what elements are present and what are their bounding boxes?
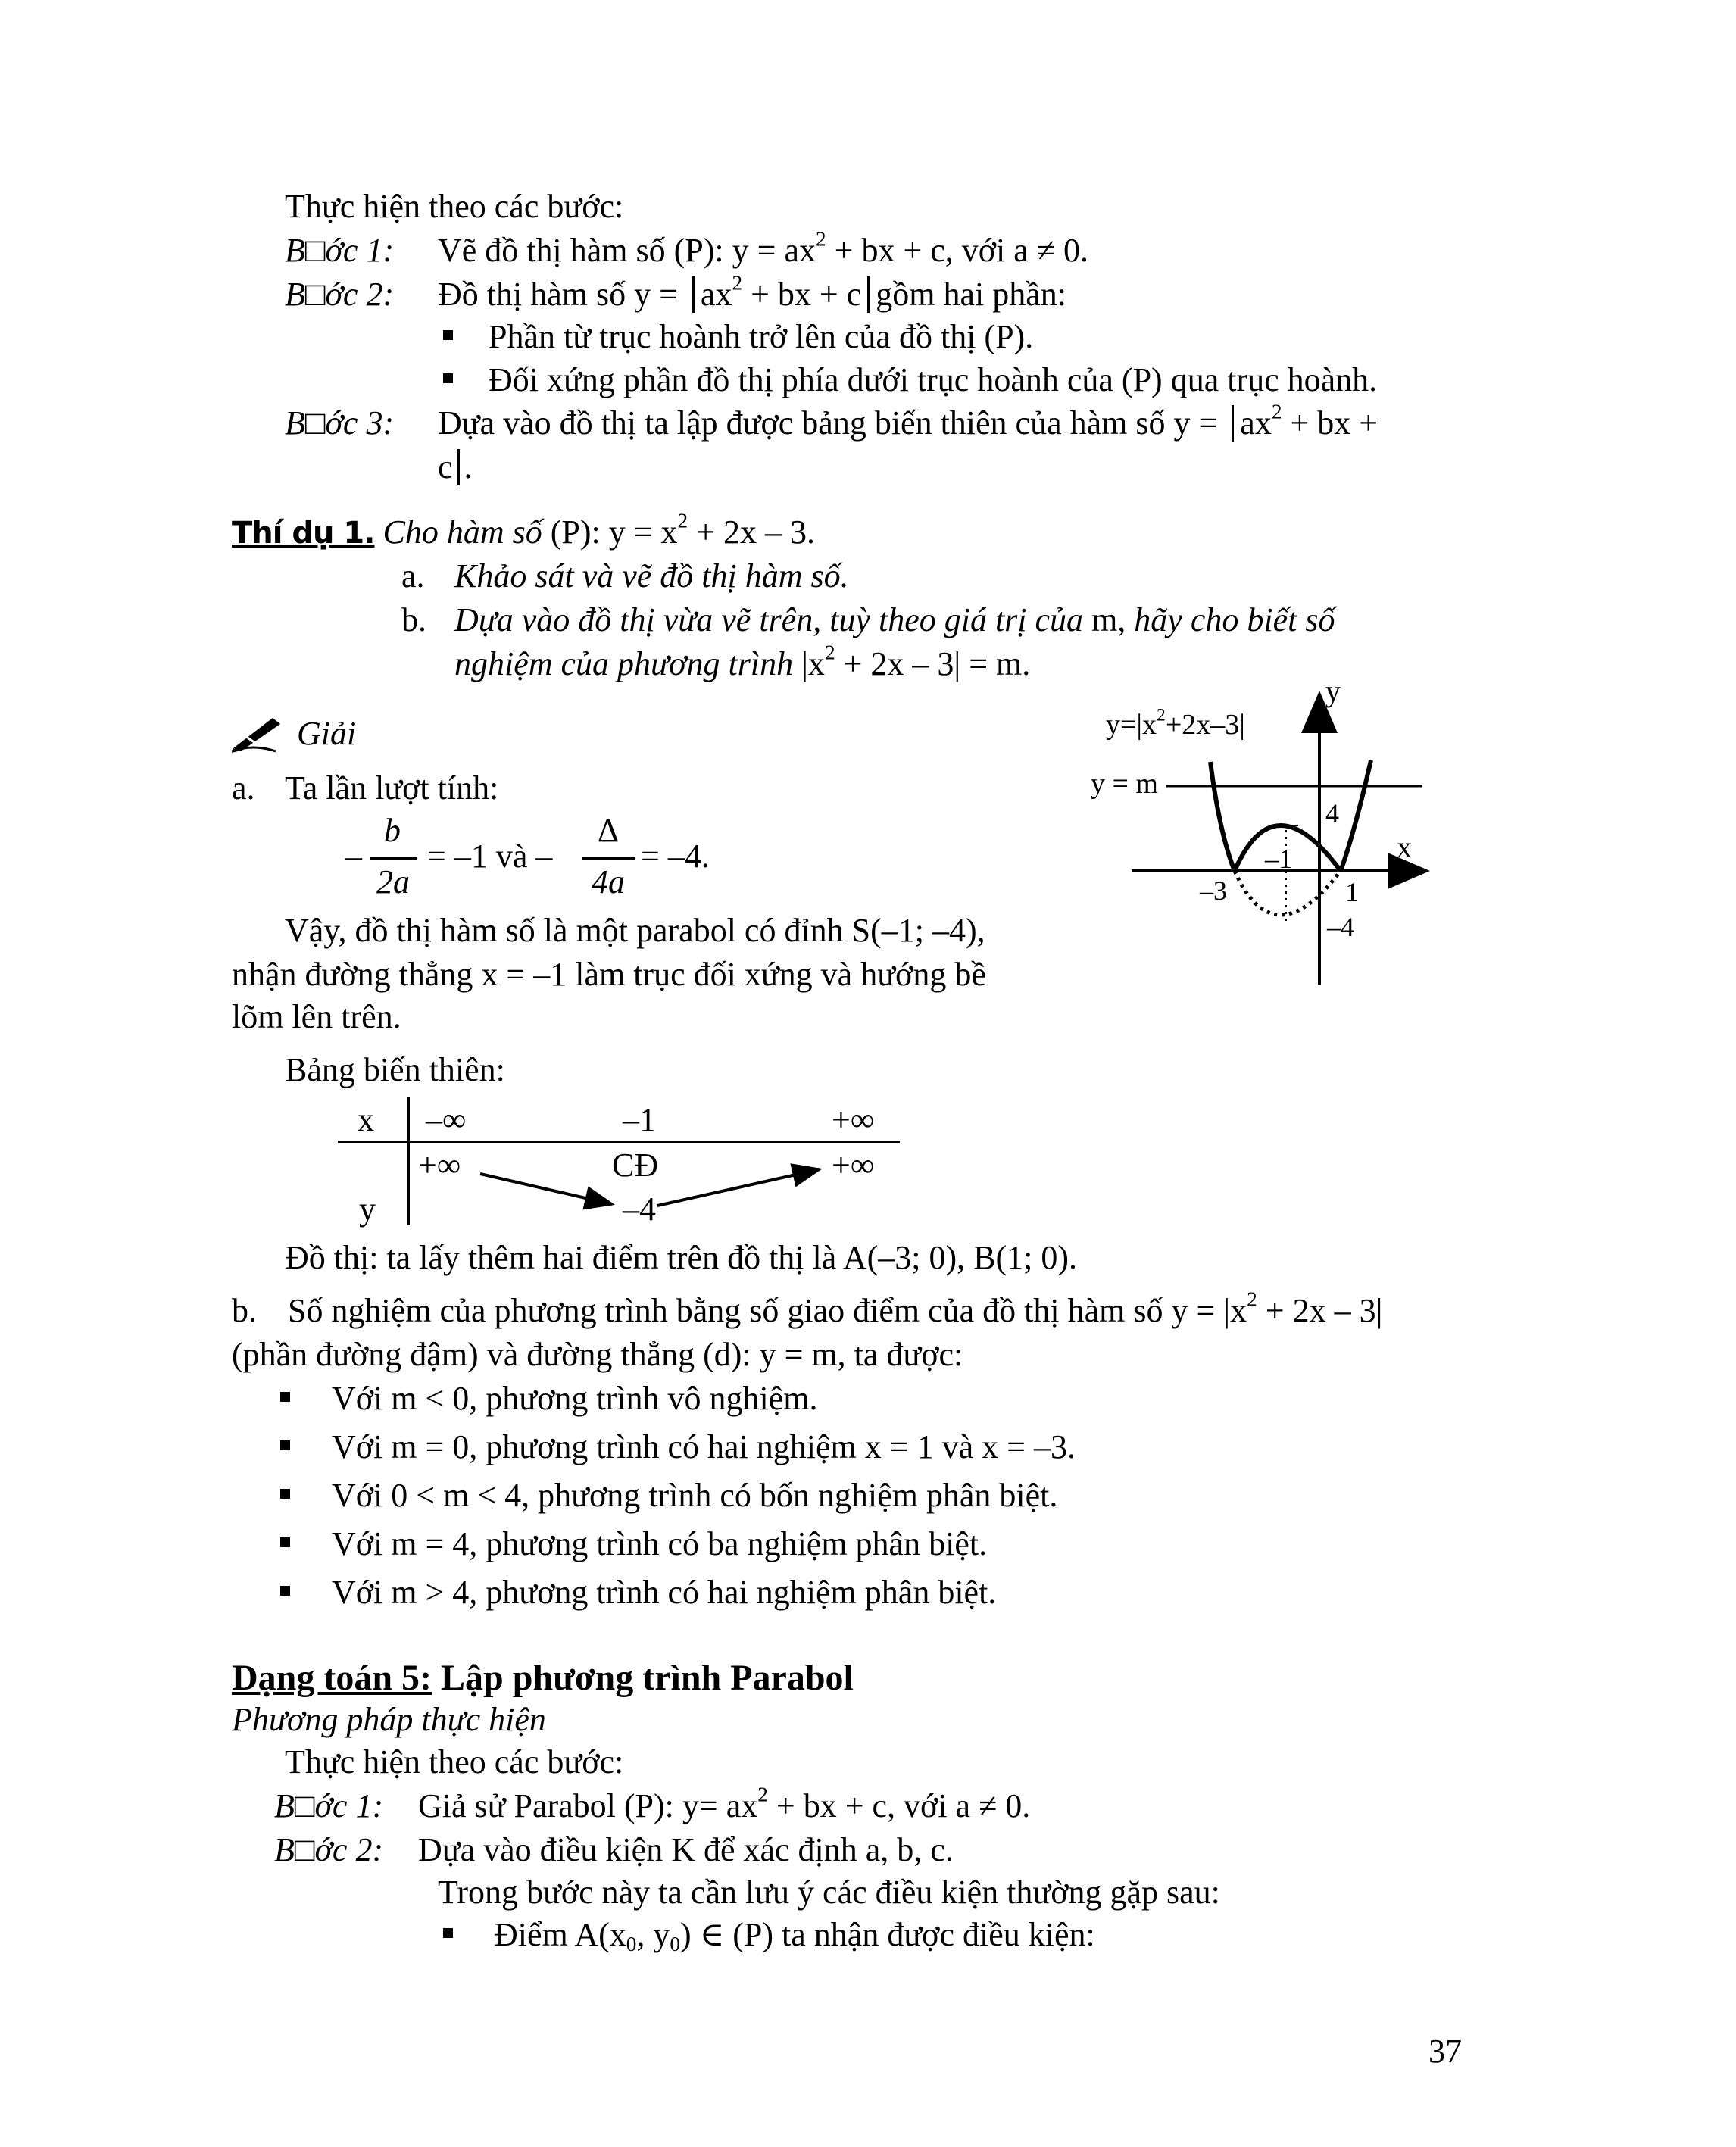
frac-mid-text: = –1 và –	[427, 838, 553, 875]
pencil-writing-icon	[230, 713, 283, 753]
frac1-denominator: 2a	[376, 863, 410, 900]
case-item: Với m = 0, phương trình có hai nghiệm x = 1 và x = –3.	[332, 1428, 1076, 1465]
step2-label: B□ớc 2:	[285, 276, 395, 313]
graph-title: $y=|x^2+2x-3|$	[1106, 705, 1245, 741]
table-x-value: –∞	[426, 1101, 467, 1138]
solution-a-label: a.	[232, 769, 255, 807]
increase-arrow	[657, 1169, 820, 1206]
case-item: Với m = 4, phương trình có ba nghiệm phân biệt.	[332, 1525, 988, 1562]
dang5-bullet: Điểm $A(x_0$, $y_0$) ∈ (P) ta nhận được điều kiện:	[494, 1916, 1095, 1955]
frac1-bar	[370, 857, 417, 860]
table-x-label: x	[358, 1101, 374, 1138]
frac2-result: = –4.	[641, 838, 710, 875]
table-y-mid: CĐ	[612, 1147, 659, 1184]
method-heading: Phương pháp thực hiện	[232, 1701, 546, 1738]
table-y-label: y	[359, 1191, 376, 1228]
dang5-step2-label: B□ớc 2:	[274, 1831, 384, 1868]
case-item: Với m < 0, phương trình vô nghiệm.	[332, 1380, 818, 1417]
case-item: Với 0 < m < 4, phương trình có bốn nghiệm phân biệt.	[332, 1477, 1058, 1514]
bullet-icon	[280, 1489, 290, 1499]
bullet-icon	[280, 1586, 290, 1596]
dang5-step1-text: Giả sử Parabol (P): $y= ax^2$ + bx + c, với a ≠ 0.	[418, 1783, 1031, 1824]
solution-b-label: b.	[232, 1292, 257, 1329]
frac1-minus: –	[345, 838, 362, 875]
table-horizontal-rule	[338, 1141, 900, 1143]
graph-tick-4: 4	[1325, 798, 1339, 829]
solution-a-intro: Ta lần lượt tính:	[285, 769, 499, 807]
frac2-bar	[582, 857, 635, 860]
table-y-right: +∞	[832, 1147, 875, 1184]
graph-tick-neg4: –4	[1327, 912, 1354, 942]
steps-intro: Thực hiện theo các bước:	[285, 188, 624, 225]
step3-text-cont: c .	[438, 448, 473, 485]
conclusion-line-3: lõm lên trên.	[232, 998, 401, 1035]
table-vertical-rule	[407, 1097, 410, 1225]
section-title: Dạng toán 5: Lập phương trình Parabol	[232, 1658, 854, 1698]
dang5-step1-label: B□ớc 1:	[274, 1787, 384, 1824]
graph-tick-neg3: –3	[1200, 875, 1227, 906]
step1-label: B□ớc 1:	[285, 232, 395, 269]
step3-label: B□ớc 3:	[285, 404, 395, 442]
graph-y-label: y	[1325, 674, 1341, 708]
table-y-bottom: –4	[623, 1191, 656, 1228]
dang5-intro: Thực hiện theo các bước:	[285, 1743, 624, 1780]
frac2-numerator: Δ	[597, 812, 620, 849]
curve-left-arm	[1210, 762, 1235, 871]
curve-right-arm	[1341, 760, 1371, 871]
bullet-icon	[280, 1440, 290, 1450]
step2-bullet-2: Đối xứng phần đồ thị phía dưới trục hoành của (P) qua trục hoành.	[489, 361, 1378, 398]
conclusion-line-2: nhận đường thẳng x = –1 làm trục đối xứng và hướng bề	[232, 956, 986, 993]
graph-tick-1: 1	[1345, 877, 1359, 907]
bullet-icon	[443, 330, 453, 340]
page-number: 37	[1428, 2033, 1462, 2070]
solution-b-line1: Số nghiệm của phương trình bằng số giao điểm của đồ thị hàm số $y = |x^2 + 2x - 3|$	[288, 1287, 1383, 1329]
case-item: Với m > 4, phương trình có hai nghiệm phân biệt.	[332, 1574, 997, 1611]
solution-heading: Giải	[297, 715, 357, 752]
solution-b-line2: (phần đường đậm) và đường thẳng (d): y = m, ta được:	[232, 1336, 963, 1373]
part-a-label: a.	[401, 557, 425, 594]
frac2-denominator: 4a	[592, 863, 625, 900]
part-b-text-line2: nghiệm của phương trình $|x^2 + 2x - 3| = m$.	[454, 641, 1031, 682]
part-b-label: b.	[401, 601, 426, 638]
graph-line-label: y = m	[1091, 768, 1158, 800]
graph-points-text: Đồ thị: ta lấy thêm hai điểm trên đồ thị là A(–3; 0), B(1; 0).	[285, 1239, 1078, 1276]
variation-arrows	[477, 1159, 833, 1219]
variation-table-title: Bảng biến thiên:	[285, 1051, 505, 1088]
bullet-icon	[280, 1392, 290, 1402]
part-b-text-line1: Dựa vào đồ thị vừa vẽ trên, tuỳ theo giá trị của m, hãy cho biết số	[454, 601, 1335, 638]
graph-x-label: x	[1397, 830, 1412, 864]
table-y-left: +∞	[418, 1147, 461, 1184]
step3-text: Dựa vào đồ thị ta lập được bảng biến thiên của hàm số $y = ax^2$ + bx +	[438, 400, 1378, 442]
part-a-text: Khảo sát và vẽ đồ thị hàm số.	[454, 557, 849, 594]
decrease-arrow	[480, 1174, 612, 1204]
dang5-note: Trong bước này ta cần lưu ý các điều kiện thường gặp sau:	[438, 1874, 1220, 1911]
bullet-icon	[280, 1537, 290, 1547]
dang5-step2-text: Dựa vào điều kiện K để xác định a, b, c.	[418, 1831, 954, 1868]
table-x-value: +∞	[832, 1101, 875, 1138]
bullet-icon	[443, 1928, 453, 1938]
example-statement: Thí dụ 1. Cho hàm số (P): $y = x^2 + 2x - 3$.	[232, 509, 816, 551]
step2-text: Đồ thị hàm số $y = ax^2$ + bx + c gồm hai phần:	[438, 271, 1066, 313]
frac1-numerator: b	[384, 812, 401, 849]
curve-original-dotted	[1235, 871, 1341, 915]
conclusion-line-1: Vậy, đồ thị hàm số là một parabol có đỉnh S(–1; –4),	[285, 912, 985, 949]
step2-bullet-1: Phần từ trục hoành trở lên của đồ thị (P).	[489, 318, 1034, 355]
bullet-icon	[443, 373, 453, 383]
graph-tick-neg1: –1	[1265, 844, 1292, 874]
table-x-value: –1	[623, 1101, 656, 1138]
step1-text: Vẽ đồ thị hàm số (P): $y = ax^2$ + bx + c, với a ≠ 0.	[438, 227, 1088, 269]
parabola-graph	[1076, 674, 1454, 1000]
